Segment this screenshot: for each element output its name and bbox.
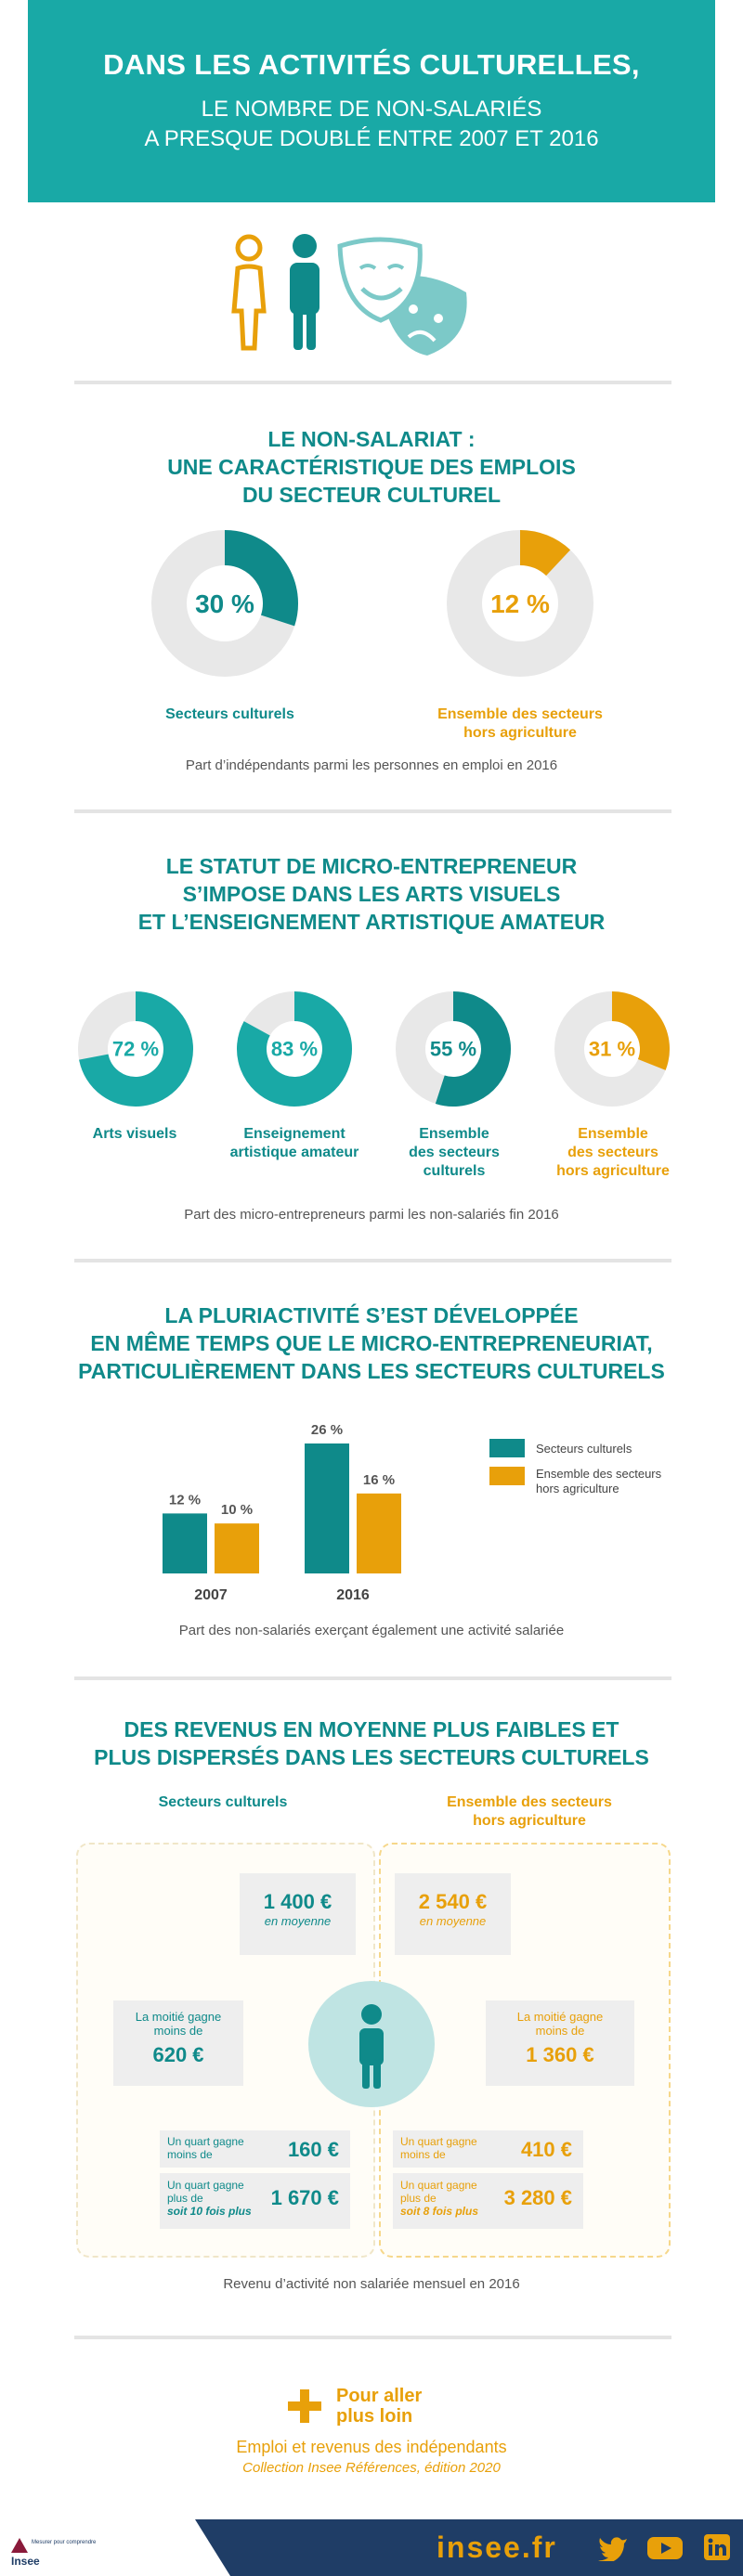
donut2-3-l2: des secteurs [567,1145,658,1160]
median-text-all-l1: La moitié gagne [516,2010,604,2024]
q1-all-l2: moins de [400,2148,446,2161]
q3-text-all [400,2179,478,2218]
chart-legend [489,1439,675,1504]
section2-title-l3: ET L’ENSEIGNEMENT ARTISTIQUE AMATEUR [137,910,606,934]
q1-box-all [393,2130,583,2168]
woman-figure-icon [234,237,264,348]
revenue-head-all [409,1793,650,1831]
mean-box-all [395,1873,511,1955]
bar-label-2016-all: 16 % [362,1471,396,1488]
divider-2 [74,809,671,813]
section4-title-l2: PLUS DISPERSÉS DANS LES SECTEURS CULTURELS [94,1745,649,1769]
header-line-3: A PRESQUE DOUBLÉ ENTRE 2007 ET 2016 [144,126,599,151]
q3-all-l2: plus de [400,2192,437,2205]
culture-illustration [223,227,483,357]
q1-value-all: 410 € [520,2138,572,2161]
divider-1 [74,381,671,384]
youtube-icon[interactable] [647,2535,683,2561]
legend-label-culture: Secteurs culturels [536,1442,632,1456]
footer-bar-slant [195,2519,230,2576]
median-box-culture [113,2000,243,2086]
donut-all-sectors-value: 12 % [490,589,550,618]
insee-logo-icon [11,2538,28,2553]
insee-logo-tagline: Mesurer pour comprendre [32,2540,97,2545]
section1-title-l2: UNE CARACTÉRISTIQUE DES EMPLOIS [167,455,576,479]
donut-label-all-sectors-2 [529,1125,697,1181]
q3-culture-note: soit 10 fois plus [167,2205,252,2218]
donut-label-visual-arts [56,1125,214,1144]
donut2-2-l1: Ensemble [419,1126,489,1142]
more-heading-l1: Pour aller [336,2386,423,2406]
legend-item-all [489,1467,675,1504]
section3-title-l2: EN MÊME TEMPS QUE LE MICRO-ENTREPRENEURIAT, [90,1331,653,1355]
donut-label-cultural-sectors [375,1125,533,1181]
header-title: DANS LES ACTIVITÉS CULTURELLES, [103,48,640,81]
section2-title-l2: S’IMPOSE DANS LES ARTS VISUELS [182,882,561,906]
q1-value-culture: 160 € [287,2138,339,2161]
donut-teaching-value: 83 % [270,1037,319,1061]
section1-caption: Part d’indépendants parmi les personnes en emploi en 2016 [185,757,558,773]
mean-value-all: 2 540 € [418,1890,488,1913]
q1-culture-l1: Un quart gagne [167,2135,244,2148]
section2-caption: Part des micro-entrepreneurs parmi les non-salariés fin 2016 [184,1207,559,1223]
legend-label-all [536,1467,661,1496]
donut-label-all-l1: Ensemble des secteurs [437,706,603,722]
x-tick-2016: 2016 [336,1587,370,1603]
publication-subtitle: Collection Insee Références, édition 2020 [242,2460,501,2476]
section3-caption: Part des non-salariés exerçant également une activité salariée [178,1623,565,1638]
bar-2016-culture [305,1443,349,1573]
section1-title-l1: LE NON-SALARIAT : [267,427,476,451]
x-tick-2007: 2007 [194,1587,228,1603]
mean-sub-culture: en moyenne [264,1914,332,1928]
donut2-2-l3: culturels [423,1163,486,1179]
revenue-head-all-l1: Ensemble des secteurs [447,1794,612,1810]
bar-2016-all [357,1494,401,1573]
legend-swatch-culture [489,1439,525,1457]
q1-text-culture [167,2135,244,2161]
q3-text-culture [167,2179,252,2218]
q3-box-culture [160,2173,350,2229]
legend-label-all-l1: Ensemble des secteurs [536,1467,662,1481]
divider-5 [74,2336,671,2339]
donut2-1-l2: artistique amateur [229,1145,359,1160]
section3-title [0,1301,743,1385]
q1-culture-l2: moins de [167,2148,213,2161]
legend-item-culture [489,1439,675,1467]
divider-3 [74,1259,671,1262]
mean-sub-all: en moyenne [419,1914,487,1928]
section2-title [0,852,743,936]
insee-logo-text: Insee [11,2555,40,2568]
section4-title [0,1715,743,1771]
site-link[interactable]: insee.fr [437,2531,557,2564]
section2-title-l1: LE STATUT DE MICRO-ENTREPRENEUR [165,854,578,878]
header-banner [28,0,715,202]
plus-icon [286,2388,323,2425]
donut-visual-arts-value: 72 % [111,1037,160,1061]
bar-2007-culture [163,1513,207,1573]
median-value-culture: 620 € [152,2043,204,2066]
q3-box-all [393,2173,583,2229]
mean-value-culture: 1 400 € [263,1890,332,1913]
donut-label-teaching [215,1125,373,1162]
linkedin-icon[interactable] [704,2534,730,2560]
donut-all-sectors-2-value: 31 % [588,1037,636,1061]
section2-donuts [0,984,743,1114]
donut-cultural-sectors-value: 55 % [429,1037,477,1061]
donut-all-sectors-arc [520,548,558,563]
divider-4 [74,1676,671,1680]
theatre-masks-icon [340,239,467,356]
median-text-culture-l1: La moitié gagne [135,2010,222,2024]
insee-logo [11,2538,113,2573]
more-heading-l2: plus loin [336,2406,413,2427]
median-text-all-l2: moins de [535,2024,585,2038]
median-box-all [486,2000,634,2086]
donut2-0-l1: Arts visuels [92,1126,177,1142]
footer [0,2519,743,2576]
bar-2007-all [215,1523,259,1573]
section1-donuts [0,529,743,687]
section3-title-l3: PARTICULIÈREMENT DANS LES SECTEURS CULTURELS [78,1359,665,1383]
publication-title[interactable]: Emploi et revenus des indépendants [236,2438,507,2456]
more-heading [336,2386,422,2427]
q3-all-note: soit 8 fois plus [400,2205,479,2218]
section4-caption: Revenu d’activité non salariée mensuel en 2016 [223,2276,520,2292]
q3-all-l1: Un quart gagne [400,2179,477,2192]
q3-culture-l1: Un quart gagne [167,2179,244,2192]
twitter-icon[interactable] [598,2535,628,2561]
median-text-culture-l2: moins de [153,2024,203,2038]
q3-value-all: 3 280 € [503,2186,572,2209]
bar-label-2016-culture: 26 % [310,1422,344,1438]
donut-label-all-l2: hors agriculture [463,725,577,741]
revenue-head-culture: Secteurs culturels [158,1794,288,1810]
bar-label-2007-all: 10 % [220,1502,254,1519]
q3-value-culture: 1 670 € [270,2186,339,2209]
more-link[interactable] [286,2384,472,2430]
legend-swatch-all [489,1467,525,1485]
median-value-all: 1 360 € [526,2043,594,2066]
donut-label-culture: Secteurs culturels [165,706,294,722]
donut2-1-l1: Enseignement [243,1126,345,1142]
donut-label-all-sectors [399,705,641,743]
donut2-3-l3: hors agriculture [556,1163,670,1179]
section3-title-l1: LA PLURIACTIVITÉ S’EST DÉVELOPPÉE [164,1303,579,1327]
mean-box-culture [240,1873,356,1955]
donut2-2-l2: des secteurs [409,1145,500,1160]
pluriactivity-bar-chart [139,1406,418,1611]
bar-label-2007-culture: 12 % [168,1492,202,1508]
q1-text-all [400,2135,477,2161]
donut2-3-l1: Ensemble [578,1126,648,1142]
person-circle-icon [306,1979,437,2109]
header-line-2: LE NOMBRE DE NON-SALARIÉS [201,97,542,122]
section1-title-l3: DU SECTEUR CULTUREL [241,483,502,507]
legend-label-all-l2: hors agriculture [536,1482,619,1495]
q1-all-l1: Un quart gagne [400,2135,477,2148]
donut-culture-value: 30 % [195,589,254,618]
section4-title-l1: DES REVENUS EN MOYENNE PLUS FAIBLES ET [124,1717,619,1741]
q1-box-culture [160,2130,350,2168]
q3-culture-l2: plus de [167,2192,203,2205]
revenue-head-all-l2: hors agriculture [473,1813,586,1829]
section1-title [0,425,743,509]
man-figure-icon [290,234,319,350]
